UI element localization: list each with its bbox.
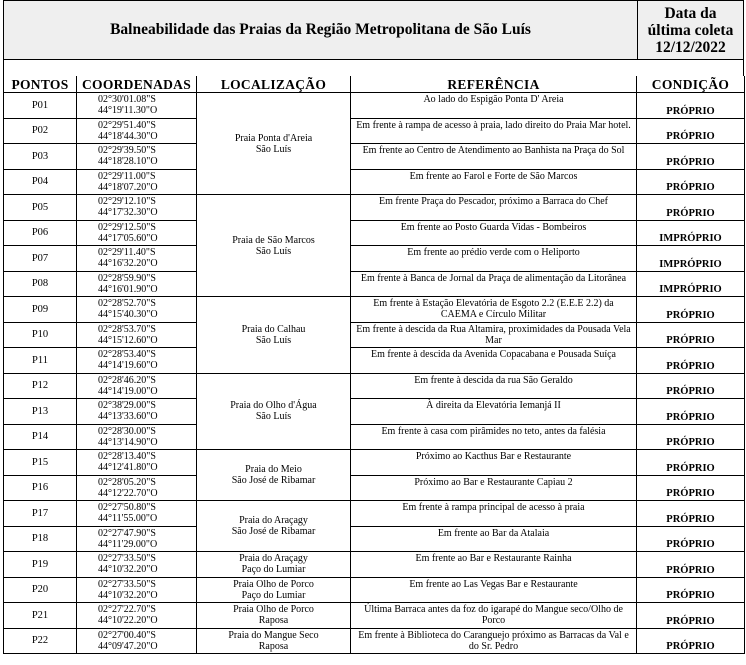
ponto-cell: P17: [4, 501, 77, 527]
coordinates-cell: [77, 373, 197, 399]
ponto-cell: P13: [4, 399, 77, 425]
latitude: 02°27'33.50"S: [98, 578, 156, 590]
longitude: 44°14'19.00"O: [98, 385, 158, 397]
condition-cell: PRÓPRIO: [637, 144, 745, 170]
ponto-cell: P07: [4, 246, 77, 272]
longitude: 44°15'40.30"O: [98, 309, 158, 321]
latitude: 02°28'46.20"S: [98, 374, 156, 386]
longitude: 44°12'41.80"O: [98, 462, 158, 474]
reference-cell: Em frente ao Bar e Restaurante Rainha: [351, 552, 637, 578]
longitude: 44°15'12.60"O: [98, 334, 158, 346]
table-row: [4, 297, 745, 323]
beach-name: Praia Ponta d'Areia: [234, 132, 313, 144]
coordinates-cell: [77, 526, 197, 552]
beach-name: Praia Olho de Porco: [233, 578, 314, 590]
latitude: 02°27'47.90"S: [98, 527, 156, 539]
latitude: 02°27'50.80"S: [98, 502, 156, 514]
col-localizacao: LOCALIZAÇÃO: [197, 76, 351, 93]
condition-cell: PRÓPRIO: [637, 322, 745, 348]
report-header: [3, 0, 744, 60]
latitude: 02°28'13.40"S: [98, 451, 156, 463]
location-cell: [197, 628, 351, 654]
latitude: 02°27'22.70"S: [98, 604, 156, 616]
condition-cell: PRÓPRIO: [637, 577, 745, 603]
ponto-cell: P21: [4, 603, 77, 629]
table-row: [4, 271, 745, 297]
table-row: [4, 399, 745, 425]
location-cell: [197, 373, 351, 450]
ponto-cell: P14: [4, 424, 77, 450]
latitude: 02°28'30.00"S: [98, 425, 156, 437]
coordinates-cell: [77, 322, 197, 348]
longitude: 44°09'47.20"O: [98, 640, 158, 652]
latitude: 02°29'51.40"S: [98, 119, 156, 131]
table-row: [4, 577, 745, 603]
condition-cell: PRÓPRIO: [637, 399, 745, 425]
ponto-cell: P19: [4, 552, 77, 578]
municipality: Paço do Lumiar: [241, 564, 306, 576]
balneabilidade-report: [3, 0, 744, 654]
ponto-cell: P02: [4, 118, 77, 144]
reference-cell: Em frente ao Posto Guarda Vidas - Bombeiros: [351, 220, 637, 246]
reference-cell: Próximo ao Bar e Restaurante Capiau 2: [351, 475, 637, 501]
date-label-line1: Data da: [664, 4, 717, 22]
reference-cell: Em frente ao Farol e Forte de São Marcos: [351, 169, 637, 195]
condition-cell: PRÓPRIO: [637, 603, 745, 629]
latitude: 02°29'12.10"S: [98, 196, 156, 208]
table-row: [4, 450, 745, 476]
condition-cell: PRÓPRIO: [637, 348, 745, 374]
ponto-cell: P11: [4, 348, 77, 374]
latitude: 02°38'29.00"S: [98, 400, 156, 412]
ponto-cell: P08: [4, 271, 77, 297]
table-row: [4, 373, 745, 399]
latitude: 02°29'11.40"S: [98, 247, 156, 259]
longitude: 44°18'44.30"O: [98, 130, 158, 142]
latitude: 02°28'59.90"S: [98, 272, 156, 284]
municipality: São Luís: [255, 143, 292, 155]
condition-cell: PRÓPRIO: [637, 424, 745, 450]
report-title: Balneabilidade das Praias da Região Metropolitana de São Luís: [4, 1, 638, 59]
municipality: São José de Ribamar: [231, 475, 316, 486]
ponto-cell: P09: [4, 297, 77, 323]
municipality: Paço do Lumiar: [241, 589, 306, 601]
latitude: 02°27'00.40"S: [98, 629, 156, 641]
longitude: 44°14'19.60"O: [98, 360, 158, 372]
table-row: [4, 246, 745, 272]
coordinates-cell: [77, 297, 197, 323]
reference-cell: Em frente à rampa principal de acesso à praia: [351, 501, 637, 527]
reference-cell: Em frente à rampa de acesso à praia, lado direito do Praia Mar hotel.: [351, 118, 637, 144]
latitude: 02°28'53.40"S: [98, 349, 156, 361]
longitude: 44°17'05.60"O: [98, 232, 158, 244]
table-row: [4, 169, 745, 195]
table-row: [4, 144, 745, 170]
ponto-cell: P15: [4, 450, 77, 476]
municipality: São José de Ribamar: [231, 526, 316, 537]
condition-cell: PRÓPRIO: [637, 118, 745, 144]
condition-cell: PRÓPRIO: [637, 373, 745, 399]
condition-cell: PRÓPRIO: [637, 93, 745, 119]
table-row: [4, 552, 745, 578]
condition-cell: PRÓPRIO: [637, 297, 745, 323]
ponto-cell: P10: [4, 322, 77, 348]
ponto-cell: P22: [4, 628, 77, 654]
coordinates-cell: [77, 271, 197, 297]
latitude: 02°27'33.50"S: [98, 553, 156, 565]
table-row: [4, 220, 745, 246]
table-row: [4, 526, 745, 552]
reference-cell: Em frente à Banca de Jornal da Praça de alimentação da Litorânea: [351, 271, 637, 297]
latitude: 02°28'52.70"S: [98, 298, 156, 310]
reference-cell: Em frente à descida da Avenida Copacabana e Pousada Suíça: [351, 348, 637, 374]
location-cell: [197, 552, 351, 578]
ponto-cell: P05: [4, 195, 77, 221]
header-spacer: [3, 60, 744, 76]
coordinates-cell: [77, 169, 197, 195]
reference-cell: Em frente à Biblioteca do Caranguejo próximo as Barracas da Val e do Sr. Pedro: [351, 628, 637, 654]
reference-cell: Em frente à descida da rua São Geraldo: [351, 373, 637, 399]
table-row: [4, 628, 745, 654]
coordinates-cell: [77, 577, 197, 603]
longitude: 44°10'32.20"O: [98, 564, 158, 576]
location-cell: [197, 603, 351, 629]
beach-name: Praia do Araçagy: [239, 515, 308, 526]
table-row: [4, 195, 745, 221]
reference-cell: Em frente Praça do Pescador, próximo a Barraca do Chef: [351, 195, 637, 221]
ponto-cell: P04: [4, 169, 77, 195]
table-row: [4, 93, 745, 119]
municipality: São Luís: [255, 334, 292, 346]
reference-cell: Ao lado do Espigão Ponta D' Areia: [351, 93, 637, 119]
beach-name: Praia do Calhau: [241, 323, 306, 335]
table-row: [4, 424, 745, 450]
reference-cell: Próximo ao Kacthus Bar e Restaurante: [351, 450, 637, 476]
condition-cell: PRÓPRIO: [637, 169, 745, 195]
beach-name: Praia Olho de Porco: [233, 604, 314, 616]
longitude: 44°19'11.30"O: [98, 105, 158, 117]
latitude: 02°28'05.20"S: [98, 476, 156, 488]
reference-cell: Em frente ao Bar da Atalaia: [351, 526, 637, 552]
condition-cell: PRÓPRIO: [637, 526, 745, 552]
table-row: [4, 118, 745, 144]
ponto-cell: P12: [4, 373, 77, 399]
reference-cell: Em frente ao Las Vegas Bar e Restaurante: [351, 577, 637, 603]
reference-cell: Em frente à descida da Rua Altamira, proximidades da Pousada Vela Mar: [351, 322, 637, 348]
condition-cell: IMPRÓPRIO: [637, 220, 745, 246]
last-collection-date: [638, 1, 743, 59]
coordinates-cell: [77, 144, 197, 170]
beach-name: Praia de São Marcos: [232, 234, 315, 246]
table-header-row: [4, 76, 745, 93]
ponto-cell: P20: [4, 577, 77, 603]
reference-cell: Última Barraca antes da foz do igarapé do Mangue seco/Olho de Porco: [351, 603, 637, 629]
coordinates-cell: [77, 628, 197, 654]
municipality: Raposa: [258, 640, 289, 652]
condition-cell: PRÓPRIO: [637, 475, 745, 501]
coordinates-cell: [77, 246, 197, 272]
ponto-cell: P18: [4, 526, 77, 552]
reference-cell: Em frente à casa com pirâmides no teto, antes da falésia: [351, 424, 637, 450]
col-pontos: PONTOS: [4, 76, 77, 93]
table-row: [4, 603, 745, 629]
table-row: [4, 348, 745, 374]
location-cell: [197, 93, 351, 195]
table-row: [4, 475, 745, 501]
condition-cell: IMPRÓPRIO: [637, 246, 745, 272]
coordinates-cell: [77, 399, 197, 425]
col-coordenadas: COORDENADAS: [77, 76, 197, 93]
date-value: 12/12/2022: [655, 38, 726, 56]
coordinates-cell: [77, 118, 197, 144]
location-cell: [197, 501, 351, 552]
coordinates-cell: [77, 603, 197, 629]
longitude: 44°11'55.00"O: [98, 513, 158, 525]
latitude: 02°30'01.08"S: [98, 94, 156, 106]
longitude: 44°16'01.90"O: [98, 283, 158, 295]
municipality: São Luís: [255, 411, 292, 423]
latitude: 02°28'53.70"S: [98, 323, 156, 335]
location-cell: [197, 450, 351, 501]
table-row: [4, 501, 745, 527]
condition-cell: PRÓPRIO: [637, 628, 745, 654]
longitude: 44°13'14.90"O: [98, 436, 158, 448]
table-body: [4, 93, 745, 654]
beach-table: [3, 76, 745, 654]
reference-cell: À direita da Elevatória Iemanjá II: [351, 399, 637, 425]
reference-cell: Em frente à Estação Elevatória de Esgoto 2.2 (E.E.E 2.2) da CAEMA e Círculo Militar: [351, 297, 637, 323]
condition-cell: PRÓPRIO: [637, 195, 745, 221]
ponto-cell: P06: [4, 220, 77, 246]
latitude: 02°29'39.50"S: [98, 145, 156, 157]
condition-cell: IMPRÓPRIO: [637, 271, 745, 297]
longitude: 44°10'32.20"O: [98, 589, 158, 601]
date-label-line2: última coleta: [647, 21, 734, 39]
coordinates-cell: [77, 220, 197, 246]
municipality: São Luís: [255, 245, 292, 257]
coordinates-cell: [77, 475, 197, 501]
beach-name: Praia do Araçagy: [239, 553, 308, 565]
coordinates-cell: [77, 450, 197, 476]
longitude: 44°18'07.20"O: [98, 181, 158, 193]
coordinates-cell: [77, 552, 197, 578]
longitude: 44°13'33.60"O: [98, 411, 158, 423]
beach-name: Praia do Mangue Seco: [228, 629, 319, 641]
ponto-cell: P16: [4, 475, 77, 501]
condition-cell: PRÓPRIO: [637, 501, 745, 527]
longitude: 44°12'22.70"O: [98, 487, 158, 499]
coordinates-cell: [77, 195, 197, 221]
longitude: 44°11'29.00"O: [98, 538, 158, 550]
beach-name: Praia do Olho d'Água: [230, 400, 317, 412]
condition-cell: PRÓPRIO: [637, 552, 745, 578]
ponto-cell: P03: [4, 144, 77, 170]
latitude: 02°29'12.50"S: [98, 221, 156, 233]
location-cell: [197, 195, 351, 297]
municipality: Raposa: [258, 615, 289, 627]
location-cell: [197, 577, 351, 603]
ponto-cell: P01: [4, 93, 77, 119]
coordinates-cell: [77, 93, 197, 119]
coordinates-cell: [77, 424, 197, 450]
longitude: 44°18'28.10"O: [98, 156, 158, 168]
location-cell: [197, 297, 351, 374]
condition-cell: PRÓPRIO: [637, 450, 745, 476]
longitude: 44°10'22.20"O: [98, 615, 158, 627]
coordinates-cell: [77, 348, 197, 374]
beach-name: Praia do Meio: [245, 464, 302, 475]
col-condicao: CONDIÇÃO: [637, 76, 745, 93]
col-referencia: REFERÊNCIA: [351, 76, 637, 93]
table-row: [4, 322, 745, 348]
coordinates-cell: [77, 501, 197, 527]
latitude: 02°29'11.00"S: [98, 170, 156, 182]
longitude: 44°17'32.30"O: [98, 207, 158, 219]
reference-cell: Em frente ao Centro de Atendimento ao Banhista na Praça do Sol: [351, 144, 637, 170]
longitude: 44°16'32.20"O: [98, 258, 158, 270]
reference-cell: Em frente ao prédio verde com o Heliporto: [351, 246, 637, 272]
